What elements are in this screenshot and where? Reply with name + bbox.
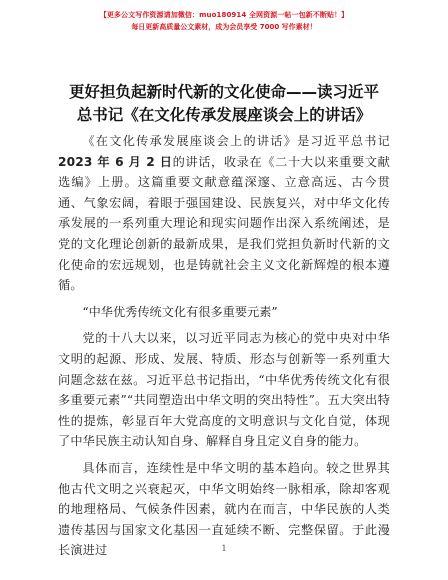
section-subheading: “中华优秀传统文化有很多重要元素” (82, 304, 278, 319)
paragraph-2: 党的十八大以来，以习近平同志为核心的党中央对中华文明的起源、形成、发展、特质、形态与创新等一系列重大问题念兹在兹。习近平总书记指出，“中华优秀传统文化有很多重要元素”“共同塑造出中华文明的突出特性”。五大突出特性的提炼，彰显百年大党高度的文明意识与文化自觉，体现了中华民族主动认知自身、解释自身且定义自身的能力。 (58, 331, 390, 449)
title-line-1: 更好担负起新时代新的文化使命——读习近平 (68, 83, 379, 101)
paragraph-1-lead: 《在文化传承发展座谈会上的讲话》是习近平总书记 (82, 134, 390, 148)
promo-banner-line-2: 每日更新高质量公文素材，成为会员享受 7000 写作素材！ (131, 23, 317, 31)
paragraph-3: 具体而言，连续性是中华文明的基本趋向。较之世界其他古代文明之兴衰起灭，中华文明始终一脉相承，除却客观的地理格局、气候条件因素，就内在而言，中华民族的人类遗传基因与国家文化基因一直延续不断、完整保留。于此漫长演进过 (58, 460, 390, 558)
paragraph-1 (58, 131, 390, 296)
speech-date: 2023 年 6 月 2 日 (58, 154, 173, 169)
promo-banner-line-1: 【更多公文写作资源请加微信：muo180914 全网资源一帖一包新不断贴！】 (99, 11, 349, 19)
title-line-2: 总书记《在文化传承发展座谈会上的讲话》 (76, 106, 372, 124)
document-body (58, 131, 390, 561)
page-number: 1 (221, 544, 227, 553)
document-title (56, 81, 392, 127)
paragraph-1-rest: 的讲话，收录在《二十大以来重要文献选编》上册。这篇重要文献意蕴深邃、立意高远、古今贯通、气象宏阔，着眼于强国建设、民族复兴，对中华文化传承发展的一系列重大理论和现实问题作出深入系统阐述，是党的文化理论创新的最新成果，是我们党担负新时代新的文化使命的宏远规划，也是铸就社会主义文化新辉煌的根本遵循。 (58, 154, 390, 293)
